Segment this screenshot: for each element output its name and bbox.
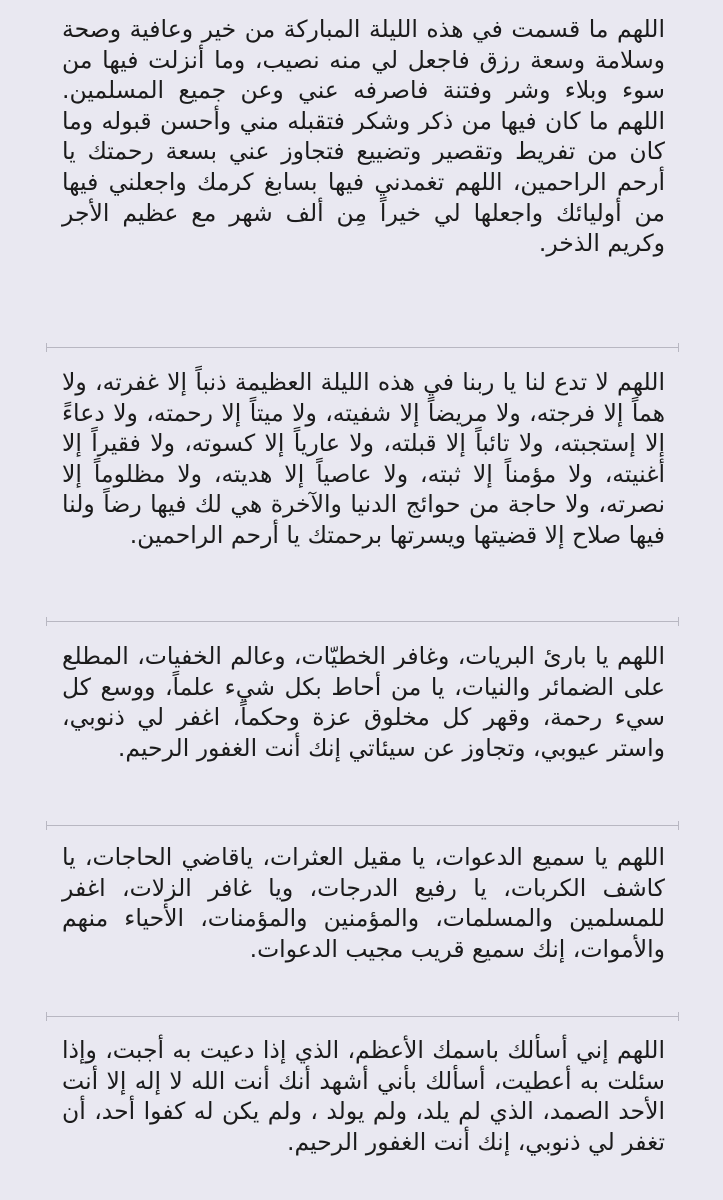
section-divider	[46, 347, 679, 348]
prayer-paragraph-2: اللهم لا تدع لنا يا ربنا في هذه الليلة العظيمة ذنباً إلا غفرته، ولا هماً إلا فرجته، ولا مريضاً إلا شفيته، ولا ميتاً إلا رحمته، ولا دعاءً إلا إستجبته، ولا تائباً إلا قبلته، ولا عارياً إلا كسوته، ولا فقيراً إلا أغنيته، ولا مؤمناً إلا ثبته، ولا عاصياً إلا هديته، ولا مظلوماً إلا نصرته، ولا حاجة من حوائج الدنيا والآخرة هي لك فيها رضاً ولنا فيها صلاح إلا قضيتها ويسرتها برحمتك يا أرحم الراحمين.	[62, 368, 665, 549]
prayer-paragraph-1: اللهم ما قسمت في هذه الليلة المباركة من خير وعافية وصحة وسلامة وسعة رزق فاجعل لي منه نصيب، وما أنزلت فيها من سوء وبلاء وشر وفتنة فاصرفه عني وعن جميع المسلمين. اللهم ما كان فيها من ذكر وشكر فتقبله مني وأحسن قبوله وما كان من تفريط وتقصير وتضييع فتجاوز عني بسعة رحمتك يا أرحم الراحمين، اللهم تغمدني فيها بسابغ كرمك واجعلني فيها من أوليائك واجعلها لي خيراً مِن ألف شهر مع عظيم الأجر وكريم الذخر.	[62, 15, 665, 258]
prayer-paragraph-4: اللهم يا سميع الدعوات، يا مقيل العثرات، ياقاضي الحاجات، يا كاشف الكربات، يا رفيع الدرجات، ويا غافر الزلات، اغفر للمسلمين والمسلمات، والمؤمنين والمؤمنات، الأحياء منهم والأموات، إنك سميع قريب مجيب الدعوات.	[62, 843, 665, 963]
prayer-paragraph-5: اللهم إني أسألك باسمك الأعظم، الذي إذا دعيت به أجبت، وإذا سئلت به أعطيت، أسألك بأني أشهد أنك أنت الله لا إله إلا أنت الأحد الصمد، الذي لم يلد، ولم يولد ، ولم يكن له كفوا أحد، أن تغفر لي ذنوبي، إنك أنت الغفور الرحيم.	[62, 1036, 665, 1156]
section-divider	[46, 1016, 679, 1017]
section-divider	[46, 825, 679, 826]
section-divider	[46, 621, 679, 622]
prayer-paragraph-3: اللهم يا بارئ البريات، وغافر الخطيّات، وعالم الخفيات، المطلع على الضمائر والنيات، يا من أحاط بكل شيء علماً، ووسع كل سيء رحمة، وقهر كل مخلوق عزة وحكماً، اغفر لي ذنوبي، واستر عيوبي، وتجاوز عن سيئاتي إنك أنت الغفور الرحيم.	[62, 642, 665, 762]
